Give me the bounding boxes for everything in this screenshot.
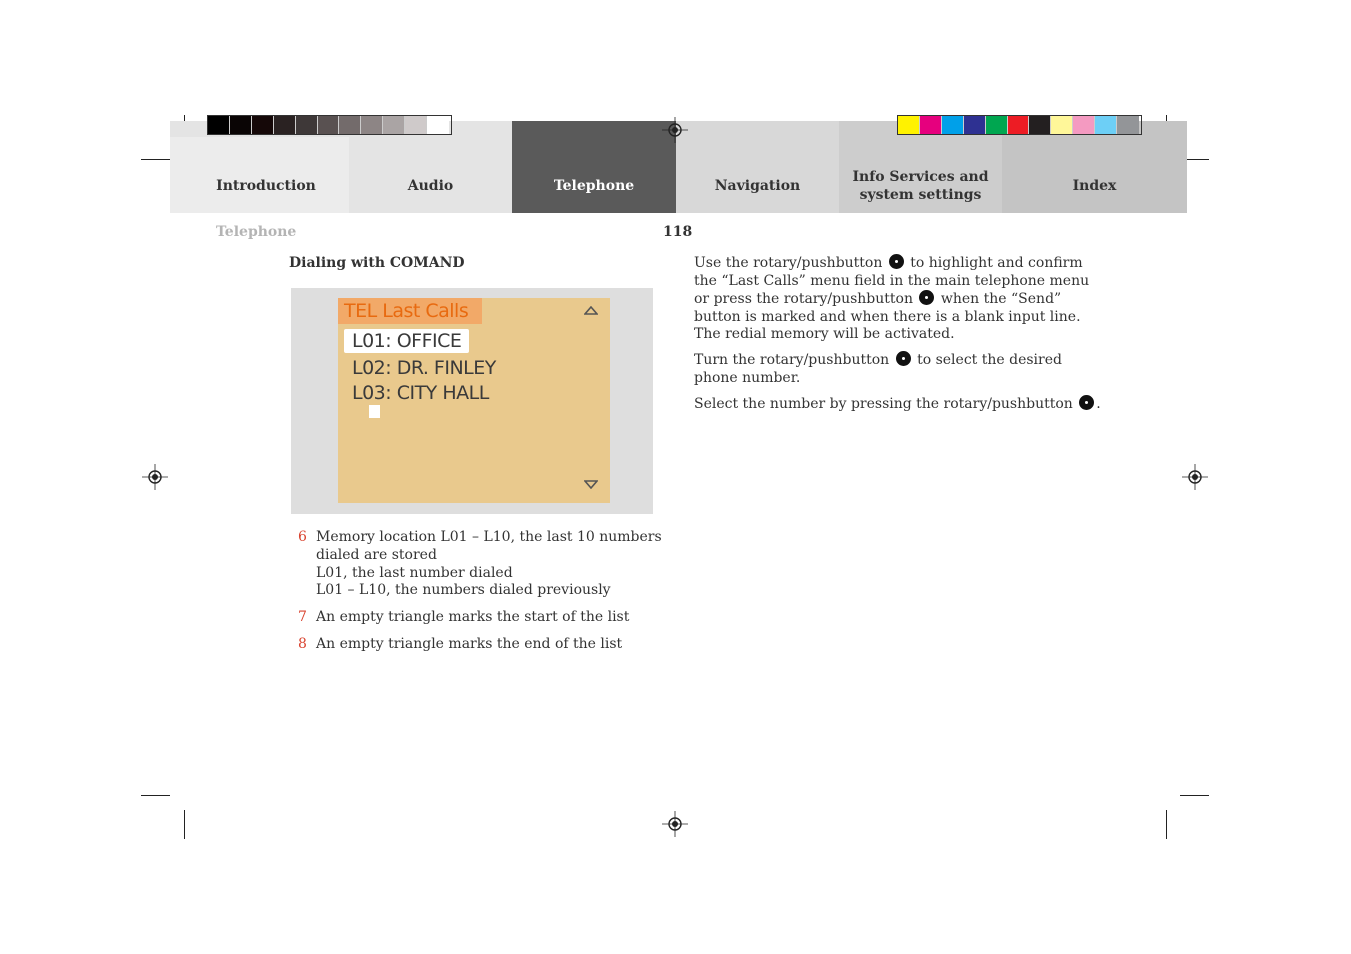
rotary-pushbutton-icon [889,254,904,269]
color-swatch [318,116,340,134]
crop-mark [141,795,170,796]
registration-mark-icon [662,811,688,837]
color-swatch [230,116,252,134]
color-swatch [427,116,449,134]
registration-mark-icon [662,117,688,143]
instruction-paragraph: Use the rotary/pushbutton to highlight and confirm the “Last Calls” menu field in the main telephone menu or press the rotary/pushbutton when the “Send” button is marked and when there is a blank input line. The redial memory will be activated. [694,255,1090,342]
color-swatch [964,116,986,134]
instruction-paragraph: Select the number by pressing the rotary/pushbutton . [694,396,1101,412]
note-line: L01 – L10, the numbers dialed previously [316,582,611,598]
color-swatch [942,116,964,134]
color-swatch [405,116,427,134]
registration-mark-icon [142,464,168,490]
triangle-down-icon [584,479,598,489]
note-number: 6 [298,529,307,545]
rotary-pushbutton-icon [1079,395,1094,410]
triangle-up-icon [584,306,598,316]
note-number: 7 [298,609,307,625]
note-number: 8 [298,636,307,652]
tab-info-services[interactable]: Info Services and system settings [852,169,989,203]
color-swatch [339,116,361,134]
crop-mark [141,159,170,160]
crop-mark [1180,795,1209,796]
section-title: Dialing with COMAND [289,255,465,271]
color-swatch [1008,116,1030,134]
list-item[interactable]: L02: DR. FINLEY [352,357,496,379]
tab-index[interactable]: Index [1072,178,1117,194]
color-swatch [1051,116,1073,134]
rotary-pushbutton-icon [896,351,911,366]
color-swatch [208,116,230,134]
color-swatch [898,116,920,134]
registration-mark-icon [1182,464,1208,490]
note-line: An empty triangle marks the start of the list [316,609,630,625]
note-line: dialed are stored [316,547,437,563]
list-item[interactable]: L03: CITY HALL [352,382,489,404]
page-number: 118 [663,224,693,240]
crop-mark [184,810,185,839]
color-swatch [1095,116,1117,134]
color-swatch [1117,116,1139,134]
input-cursor [369,405,380,418]
note-line: An empty triangle marks the end of the list [316,636,623,652]
instruction-paragraph: Turn the rotary/pushbutton to select the desired phone number. [694,352,1062,386]
tab-audio[interactable]: Audio [407,178,454,194]
color-swatch [1073,116,1095,134]
color-strip [897,115,1142,135]
list-item-selected[interactable]: L01: OFFICE [344,329,469,353]
running-head: Telephone [216,224,297,240]
color-swatch [296,116,318,134]
grayscale-strip [207,115,452,135]
rotary-pushbutton-icon [919,290,934,305]
color-swatch [920,116,942,134]
note-line: Memory location L01 – L10, the last 10 numbers [316,529,662,545]
tab-introduction[interactable]: Introduction [216,178,316,194]
color-swatch [383,116,405,134]
tab-telephone[interactable]: Telephone [553,178,635,194]
color-swatch [986,116,1008,134]
display-title: TEL Last Calls [338,298,482,324]
color-swatch [252,116,274,134]
color-swatch [274,116,296,134]
crop-mark [1166,810,1167,839]
color-swatch [361,116,383,134]
note-line: L01, the last number dialed [316,565,513,581]
color-swatch [1029,116,1051,134]
tab-navigation[interactable]: Navigation [714,178,801,194]
